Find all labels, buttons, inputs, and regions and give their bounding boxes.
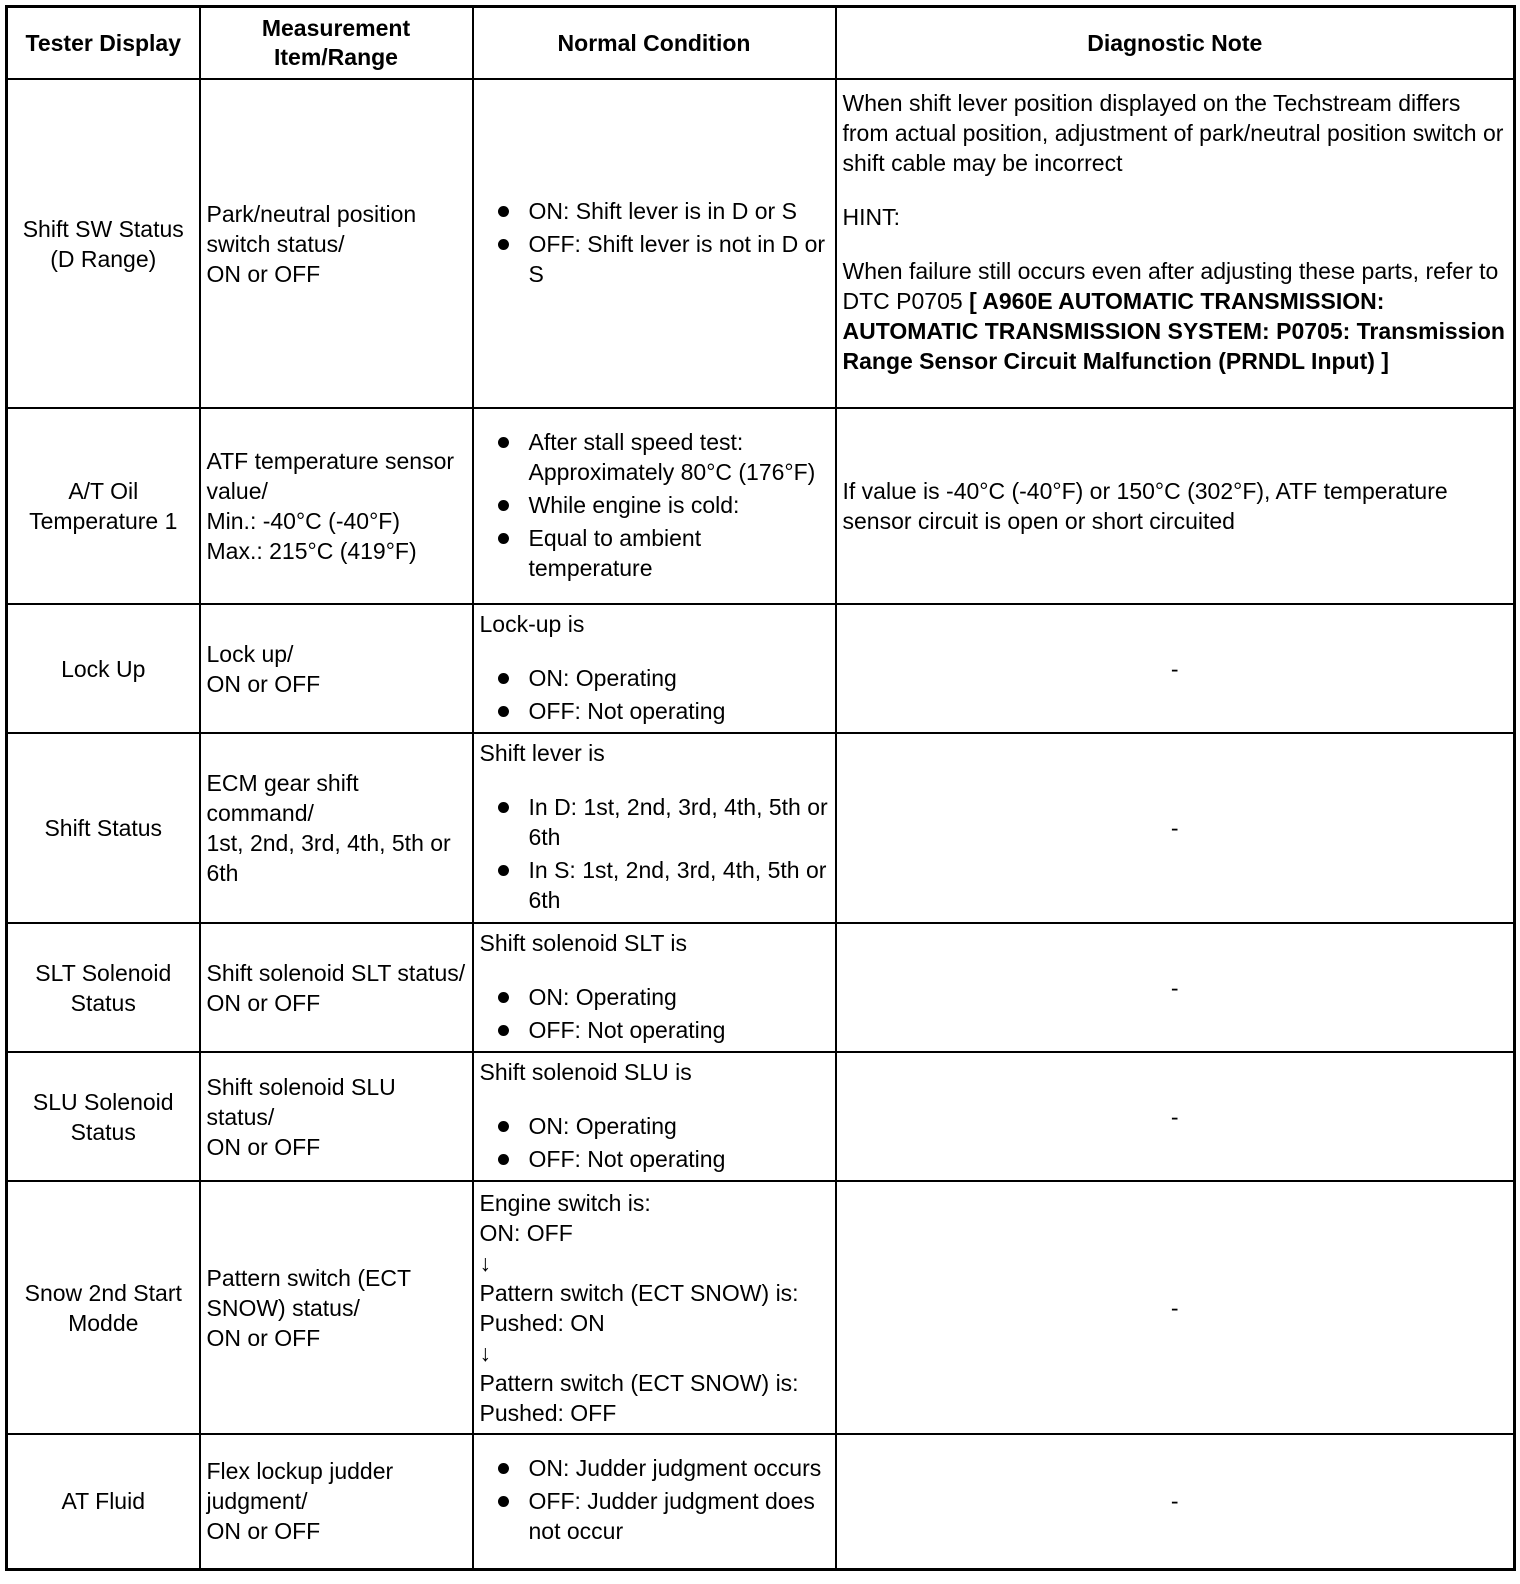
measurement-line: ON or OFF <box>206 1518 321 1545</box>
condition-cell <box>473 1181 836 1434</box>
diagnostic-note-cell <box>836 79 1515 408</box>
measurement-line: ATF temperature sensor value/ <box>206 448 455 504</box>
condition-cell <box>473 79 836 408</box>
condition-list <box>480 1111 829 1174</box>
condition-intro: Shift lever is <box>479 740 605 766</box>
condition-bullet: OFF: Judder judgment does not occur <box>480 1486 829 1546</box>
measurement-cell <box>200 923 473 1052</box>
condition-intro: Shift solenoid SLT is <box>479 929 688 956</box>
note-paragraph: When shift lever position displayed on the Techstream differs from actual position, adjustment of park/neutral position switch or shift cable may be incorrect <box>842 90 1504 176</box>
condition-bullet: Equal to ambient temperature <box>480 523 829 583</box>
measurement-cell <box>200 1434 473 1569</box>
diagnostic-data-table <box>5 5 1516 1571</box>
measurement-line: ON or OFF <box>206 670 321 697</box>
diagnostic-note-cell: - <box>836 733 1515 923</box>
table-row <box>7 1052 1515 1181</box>
table-header-row <box>7 7 1515 80</box>
table-row <box>7 604 1515 733</box>
down-arrow-icon: ↓ <box>479 1249 491 1276</box>
header-normal-condition: Normal Condition <box>473 7 836 80</box>
condition-line: Engine switch is: <box>479 1189 651 1216</box>
measurement-line: ON or OFF <box>206 989 321 1016</box>
measurement-line: ON or OFF <box>206 1324 321 1351</box>
measurement-line: Lock up/ <box>206 640 294 667</box>
measurement-line: Max.: 215°C (419°F) <box>206 538 417 564</box>
tester-display-cell: A/T Oil Temperature 1 <box>7 408 200 604</box>
measurement-line: Flex lockup judder judgment/ <box>206 1458 394 1515</box>
condition-bullet: OFF: Not operating <box>480 1144 829 1174</box>
diagnostic-note-cell: If value is -40°C (-40°F) or 150°C (302°F), ATF temperature sensor circuit is open or short circuited <box>836 408 1515 604</box>
condition-list <box>480 1453 829 1546</box>
measurement-line: Shift solenoid SLU status/ <box>206 1073 396 1130</box>
condition-cell <box>473 923 836 1052</box>
diagnostic-note-cell: - <box>836 1052 1515 1181</box>
measurement-cell <box>200 1181 473 1434</box>
diagnostic-note-cell: - <box>836 1434 1515 1569</box>
condition-line: Pushed: OFF <box>479 1399 617 1426</box>
condition-line: Pattern switch (ECT SNOW) is: <box>479 1369 799 1396</box>
table-row <box>7 733 1515 923</box>
down-arrow-icon: ↓ <box>479 1339 491 1366</box>
table-row <box>7 923 1515 1052</box>
condition-bullet: ON: Judder judgment occurs <box>480 1453 829 1483</box>
tester-display-cell: Shift Status <box>7 733 200 923</box>
condition-line: Pattern switch (ECT SNOW) is: <box>479 1279 799 1306</box>
measurement-line: Min.: -40°C (-40°F) <box>206 508 400 534</box>
tester-display-cell: SLU Solenoid Status <box>7 1052 200 1181</box>
diagnostic-note-cell: - <box>836 923 1515 1052</box>
condition-bullet: In S: 1st, 2nd, 3rd, 4th, 5th or 6th <box>480 855 829 915</box>
condition-bullet: OFF: Not operating <box>480 696 829 726</box>
measurement-line: Shift solenoid SLT status/ <box>206 959 466 986</box>
condition-intro: Lock-up is <box>479 610 585 637</box>
condition-cell <box>473 604 836 733</box>
tester-display-cell: Lock Up <box>7 604 200 733</box>
measurement-cell <box>200 79 473 408</box>
measurement-line: ON or OFF <box>206 260 321 287</box>
tester-display-cell: Snow 2nd Start Modde <box>7 1181 200 1434</box>
measurement-cell <box>200 1052 473 1181</box>
condition-list <box>480 663 829 726</box>
diagnostic-note-cell: - <box>836 1181 1515 1434</box>
header-measurement-item: Measurement Item/Range <box>200 7 473 80</box>
condition-bullet: ON: Operating <box>480 1111 829 1141</box>
table-row <box>7 79 1515 408</box>
condition-bullet: OFF: Not operating <box>480 1015 829 1045</box>
tester-display-cell: SLT Solenoid Status <box>7 923 200 1052</box>
measurement-cell <box>200 604 473 733</box>
note-paragraph <box>843 256 1508 376</box>
condition-cell <box>473 733 836 923</box>
condition-line: Pushed: ON <box>479 1309 605 1336</box>
table-row <box>7 1181 1515 1434</box>
condition-cell <box>473 1052 836 1181</box>
condition-bullet: While engine is cold: <box>480 490 829 520</box>
condition-list <box>480 792 829 915</box>
table-row <box>7 408 1515 604</box>
condition-intro: Shift solenoid SLU is <box>479 1058 692 1085</box>
header-diagnostic-note: Diagnostic Note <box>836 7 1515 80</box>
condition-cell <box>473 408 836 604</box>
measurement-line: Pattern switch (ECT SNOW) status/ <box>206 1264 411 1321</box>
condition-bullet: After stall speed test: Approximately 80°C (176°F) <box>480 427 829 487</box>
measurement-cell <box>200 733 473 923</box>
condition-list <box>480 196 829 289</box>
tester-display-cell: Shift SW Status (D Range) <box>7 79 200 408</box>
measurement-cell <box>200 408 473 604</box>
measurement-line: ECM gear shift command/ <box>206 770 359 826</box>
condition-bullet: OFF: Shift lever is not in D or S <box>480 229 829 289</box>
measurement-line: ON or OFF <box>206 1133 321 1160</box>
tester-display-cell: AT Fluid <box>7 1434 200 1569</box>
condition-list <box>480 982 829 1045</box>
condition-bullet: ON: Shift lever is in D or S <box>480 196 829 226</box>
header-tester-display: Tester Display <box>7 7 200 80</box>
condition-line: ON: OFF <box>479 1219 573 1246</box>
note-hint-label: HINT: <box>842 204 900 230</box>
note-text: When failure still occurs even after adjusting these parts, refer to DTC P0705 <box>842 258 1499 314</box>
condition-bullet: In D: 1st, 2nd, 3rd, 4th, 5th or 6th <box>480 792 829 852</box>
condition-bullet: ON: Operating <box>480 982 829 1012</box>
condition-list <box>480 427 829 583</box>
measurement-line: 1st, 2nd, 3rd, 4th, 5th or 6th <box>206 830 451 886</box>
dtc-reference-link[interactable]: [ A960E AUTOMATIC TRANSMISSION: AUTOMATIC TRANSMISSION SYSTEM: P0705: Transmission Range Sensor Circuit Malfunction (PRNDL Input) ] <box>842 288 1505 374</box>
table-row <box>7 1434 1515 1569</box>
condition-bullet: ON: Operating <box>480 663 829 693</box>
measurement-line: Park/neutral position switch status/ <box>206 200 417 257</box>
diagnostic-note-cell: - <box>836 604 1515 733</box>
condition-cell <box>473 1434 836 1569</box>
